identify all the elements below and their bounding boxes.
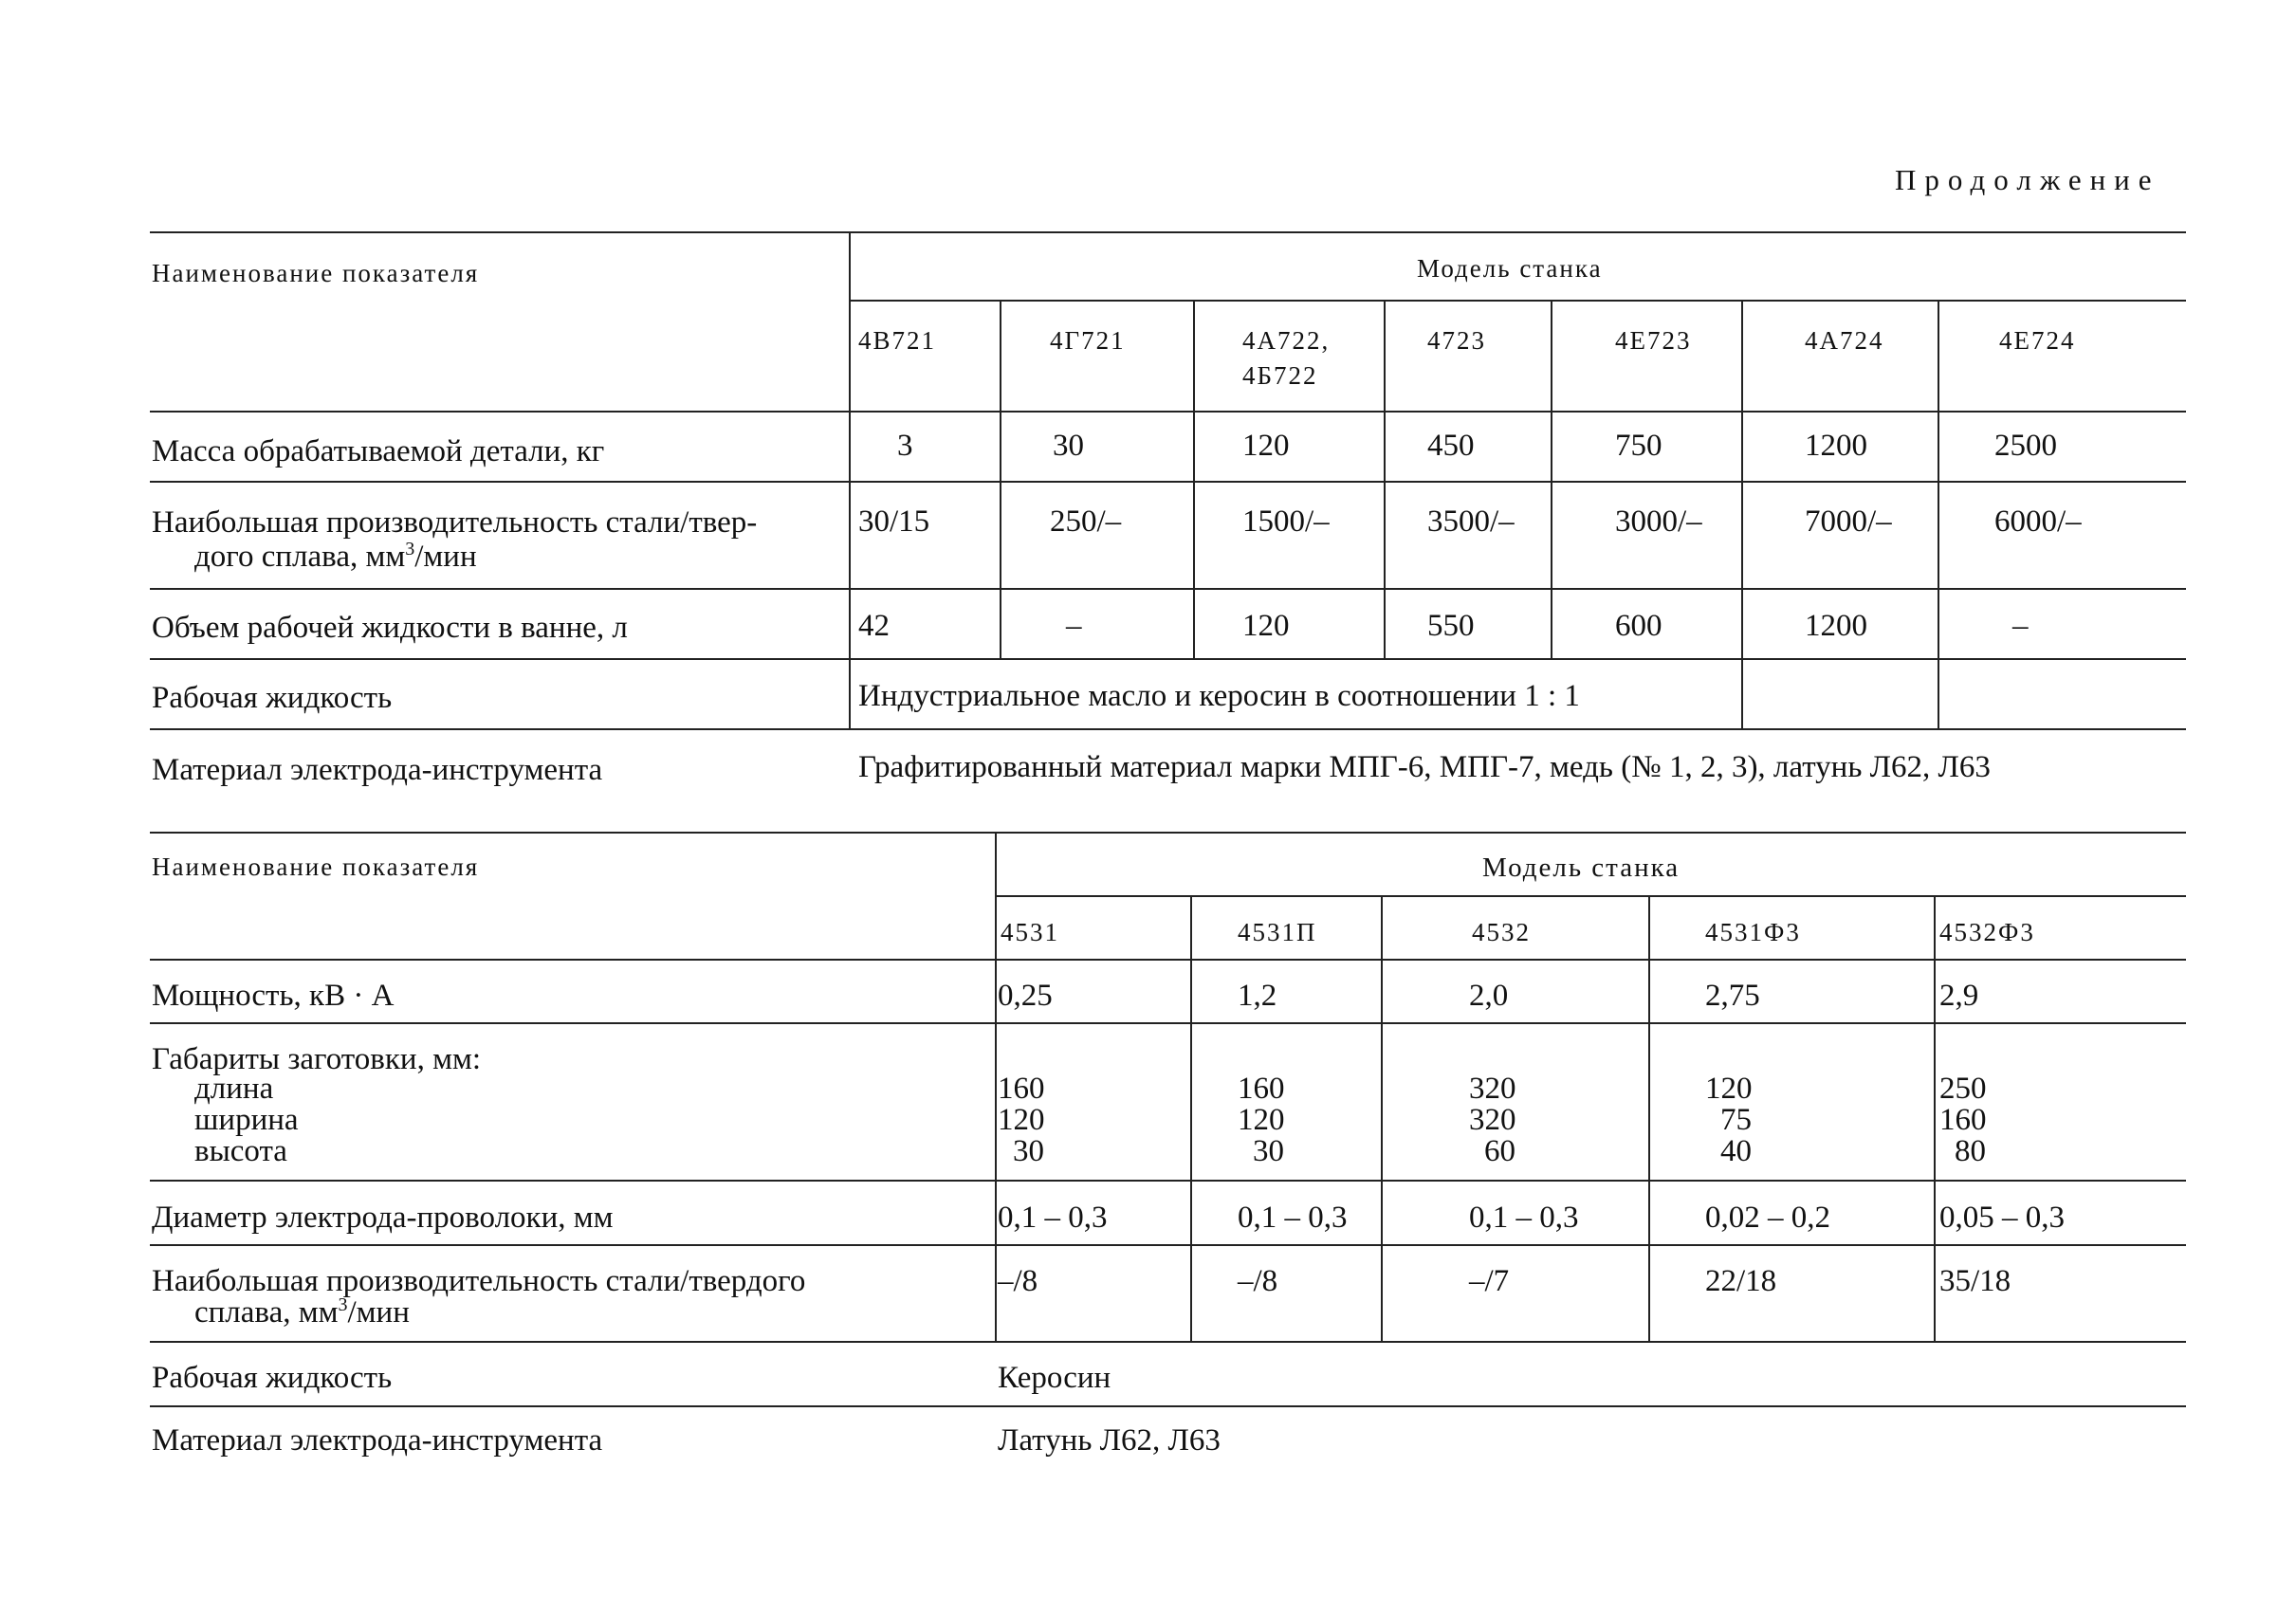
rule <box>995 832 997 1341</box>
row-label: Габариты заготовки, мм: <box>152 1042 481 1076</box>
row-label: Рабочая жидкость <box>152 1361 393 1395</box>
rule <box>1000 300 1001 658</box>
cell-stack <box>998 1073 1045 1167</box>
cell: 160 <box>1238 1072 1285 1106</box>
cell: 2,75 <box>1705 979 1760 1013</box>
cell: 120 <box>1242 429 1290 463</box>
cell: 3 <box>897 429 913 463</box>
model-header: 4531 <box>1001 918 1059 946</box>
row-label: Материал электрода-инструмента <box>152 753 603 787</box>
cell: –/8 <box>998 1264 1038 1298</box>
model-header: 4532Ф3 <box>1939 918 2035 946</box>
rule <box>849 231 851 728</box>
rule <box>849 300 2186 302</box>
cell: 1200 <box>1805 609 1867 643</box>
row-label: Наибольшая производительность стали/твер- <box>152 505 758 540</box>
header-group: Модель станка <box>1417 254 1603 283</box>
cell: 2500 <box>1994 429 2057 463</box>
cell: 160 <box>998 1072 1045 1106</box>
model-header: 4531Ф3 <box>1705 918 1801 946</box>
model-header: 4А724 <box>1805 326 1884 355</box>
cell: 550 <box>1427 609 1475 643</box>
rule <box>150 481 2186 483</box>
cell: 40 <box>1720 1134 1752 1168</box>
rule <box>1384 300 1386 658</box>
cell: 0,1 – 0,3 <box>1238 1201 1348 1235</box>
model-header: 4531П <box>1238 918 1317 946</box>
row-label: Материал электрода-инструмента <box>152 1423 603 1458</box>
cell: 120 <box>1705 1072 1753 1106</box>
cell: –/7 <box>1469 1264 1510 1298</box>
rule <box>1934 895 1936 1341</box>
cell: 750 <box>1615 429 1662 463</box>
row-label: Рабочая жидкость <box>152 681 393 715</box>
cell: 2,9 <box>1939 979 1979 1013</box>
rule <box>150 658 2186 660</box>
cell-stack <box>1469 1073 1516 1167</box>
model-header: 4Е723 <box>1615 326 1692 355</box>
rule <box>150 1244 2186 1246</box>
cell: 6000/– <box>1994 504 2082 539</box>
cell: Латунь Л62, Л63 <box>998 1423 1221 1458</box>
cell: –/8 <box>1238 1264 1278 1298</box>
continuation-label: Продолжение <box>1895 163 2160 196</box>
header-group: Модель станка <box>1482 853 1681 883</box>
cell-stack <box>1705 1073 1753 1167</box>
cell: 1,2 <box>1238 979 1277 1013</box>
row-label: дого сплава, $мм^3$/мин <box>194 539 477 574</box>
cell-stack <box>1238 1073 1285 1167</box>
rule <box>150 832 2186 834</box>
cell: 0,02 – 0,2 <box>1705 1201 1830 1235</box>
row-label: Наибольшая производительность стали/твердого <box>152 1264 806 1298</box>
rule <box>995 895 2186 897</box>
cell: 30 <box>1253 1134 1284 1168</box>
cell: 0,1 – 0,3 <box>1469 1201 1579 1235</box>
cell: 160 <box>1939 1103 1987 1137</box>
cell: 3500/– <box>1427 504 1515 539</box>
model-header: 4А722, <box>1242 326 1331 355</box>
cell: 30 <box>1013 1134 1044 1168</box>
cell: 60 <box>1484 1134 1515 1168</box>
model-header: 4532 <box>1472 918 1531 946</box>
cell: 30/15 <box>858 504 930 539</box>
rule <box>150 1022 2186 1024</box>
rule <box>150 1180 2186 1182</box>
cell: 80 <box>1955 1134 1986 1168</box>
cell: 320 <box>1469 1103 1516 1137</box>
header-name: Наименование показателя <box>152 853 480 881</box>
cell: 450 <box>1427 429 1475 463</box>
model-header: 4Е724 <box>1999 326 2076 355</box>
row-label: Диаметр электрода-проволоки, мм <box>152 1201 614 1235</box>
rule <box>1741 300 1743 728</box>
cell: – <box>1066 609 1082 643</box>
cell: 75 <box>1720 1103 1752 1137</box>
cell: 3000/– <box>1615 504 1702 539</box>
cell: 35/18 <box>1939 1264 2011 1298</box>
rule <box>150 411 2186 413</box>
cell: 250 <box>1939 1072 1987 1106</box>
cell: 600 <box>1615 609 1662 643</box>
cell: 0,05 – 0,3 <box>1939 1201 2065 1235</box>
cell: 0,1 – 0,3 <box>998 1201 1108 1235</box>
sub-label-height: высота <box>194 1134 287 1168</box>
rule <box>150 959 2186 961</box>
cell: 120 <box>1242 609 1290 643</box>
row-label: Объем рабочей жидкости в ванне, л <box>152 611 628 645</box>
cell: Индустриальное масло и керосин в соотношении 1 : 1 <box>858 679 1580 713</box>
header-name: Наименование показателя <box>152 259 480 287</box>
sub-labels <box>194 1073 299 1167</box>
rule <box>1190 895 1192 1341</box>
cell: 0,25 <box>998 979 1053 1013</box>
rule <box>1648 895 1650 1341</box>
rule <box>150 1341 2186 1343</box>
cell: 250/– <box>1050 504 1122 539</box>
row-label: сплава, $мм^3$/мин <box>194 1294 410 1330</box>
rule <box>150 1405 2186 1407</box>
rule <box>150 728 2186 730</box>
model-header: 4Б722 <box>1242 361 1318 390</box>
rule <box>150 231 2186 233</box>
cell: Керосин <box>998 1361 1111 1395</box>
row-label: Мощность, кВ · А <box>152 979 395 1013</box>
cell: – <box>2012 609 2029 643</box>
cell: 7000/– <box>1805 504 1892 539</box>
cell: 120 <box>1238 1103 1285 1137</box>
cell: 320 <box>1469 1072 1516 1106</box>
sub-label-length: длина <box>194 1072 274 1106</box>
cell: 1500/– <box>1242 504 1330 539</box>
sub-label-width: ширина <box>194 1103 299 1137</box>
rule <box>1551 300 1552 658</box>
row-label: Масса обрабатываемой детали, кг <box>152 434 605 468</box>
rule <box>1938 300 1939 728</box>
cell: 120 <box>998 1103 1045 1137</box>
cell: 30 <box>1053 429 1084 463</box>
rule <box>1193 300 1195 658</box>
cell: 1200 <box>1805 429 1867 463</box>
cell: 22/18 <box>1705 1264 1777 1298</box>
model-header: 4Г721 <box>1050 326 1126 355</box>
model-header: 4В721 <box>858 326 937 355</box>
rule <box>150 588 2186 590</box>
rule <box>1381 895 1383 1341</box>
cell-stack <box>1939 1073 1987 1167</box>
cell: Графитированный материал марки МПГ-6, МПГ-7, медь (№ 1, 2, 3), латунь Л62, Л63 <box>858 750 1991 784</box>
cell: 2,0 <box>1469 979 1509 1013</box>
cell: 42 <box>858 609 890 643</box>
model-header: 4723 <box>1427 326 1486 355</box>
